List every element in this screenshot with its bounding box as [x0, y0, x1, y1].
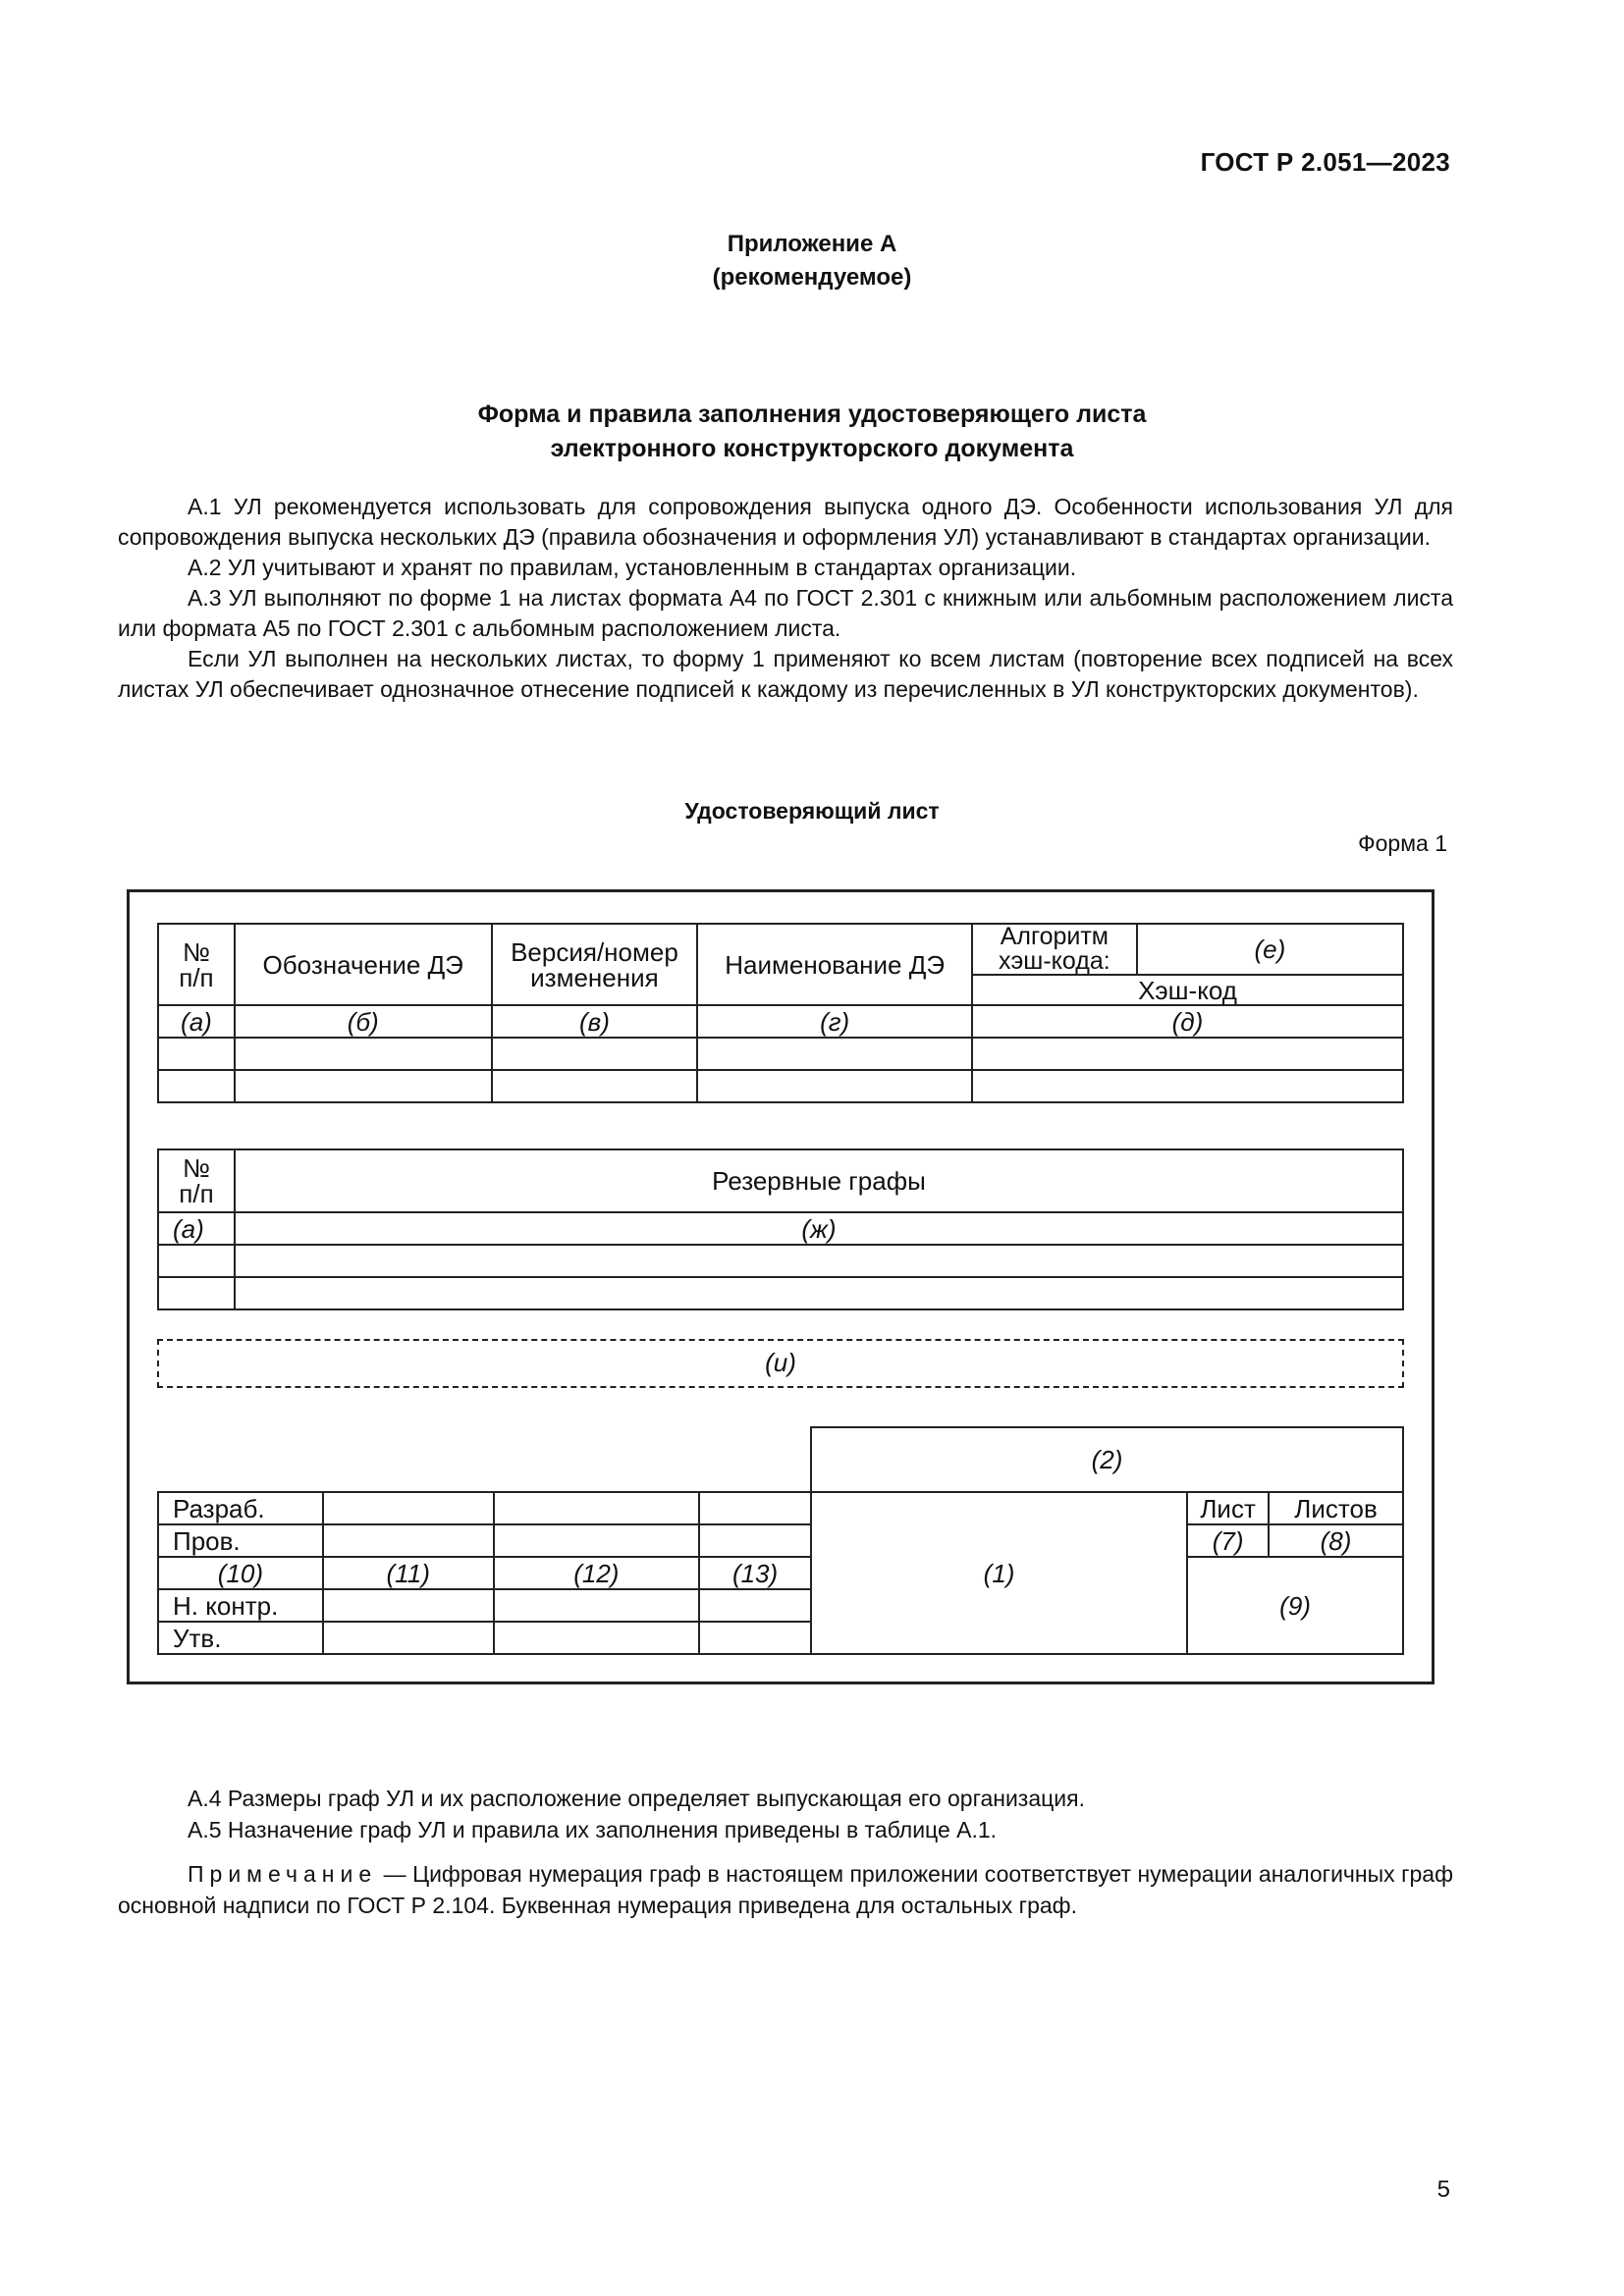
code-v: (в): [492, 1005, 698, 1038]
header-designation: Обозначение ДЭ: [235, 924, 492, 1005]
row-label-developer: Разраб.: [158, 1492, 323, 1524]
sheet-label: Лист: [1187, 1492, 1269, 1524]
field-10: (10): [158, 1557, 323, 1589]
table-row: [158, 1070, 1403, 1102]
code-g: (г): [697, 1005, 972, 1038]
reserve-header-title: Резервные графы: [235, 1149, 1403, 1212]
code-d: (д): [972, 1005, 1403, 1038]
field-13: (13): [699, 1557, 811, 1589]
form-label: Форма 1: [1358, 830, 1447, 856]
field-9: (9): [1187, 1557, 1403, 1654]
paragraph-a1: А.1 УЛ рекомендуется использовать для сопровождения выпуска одного ДЭ. Особенности использования УЛ для сопровождения выпуска нескольких ДЭ (правила обозначения и оформления УЛ) устанавливают в стандартах организации.: [118, 494, 1453, 550]
table-row: [158, 1277, 1403, 1309]
header-name: Наименование ДЭ: [697, 924, 972, 1005]
algorithm-value: (е): [1137, 924, 1403, 975]
title-block: [157, 1426, 1404, 1655]
intro-paragraphs: [118, 492, 1453, 705]
paragraph-a3-continued: Если УЛ выполнен на нескольких листах, то форму 1 применяют ко всем листам (повторение всех подписей на всех листах УЛ обеспечивает однозначное отнесение подписей к каждому из перечисленных в УЛ конструкторских документов).: [118, 646, 1453, 702]
table-row: [158, 1245, 1403, 1277]
page-number: 5: [1436, 2176, 1450, 2203]
note-text: — Цифровая нумерация граф в настоящем приложении соответствует нумерации аналогичных граф основной надписи по ГОСТ Р 2.104. Буквенная нумерация приведена для остальных граф.: [118, 1861, 1453, 1918]
code-a: (а): [158, 1005, 235, 1038]
row-label-checker: Пров.: [158, 1524, 323, 1557]
reserve-code-a: (а): [158, 1212, 235, 1245]
field-12: (12): [494, 1557, 700, 1589]
row-label-approved: Утв.: [158, 1622, 323, 1654]
paragraph-a4: А.4 Размеры граф УЛ и их расположение определяет выпускающая его организация.: [188, 1786, 1086, 1811]
header-hash: Хэш-код: [972, 975, 1403, 1005]
dashed-field: (и): [157, 1339, 1404, 1388]
documents-table: [157, 923, 1404, 1103]
section-title-line1: Форма и правила заполнения удостоверяющего листа: [477, 400, 1147, 428]
header-algorithm: Алгоритм хэш-кода:: [972, 924, 1137, 975]
reserve-header-num: № п/п: [158, 1149, 235, 1212]
code-b: (б): [235, 1005, 492, 1038]
reserve-code-zh: (ж): [235, 1212, 1403, 1245]
paragraph-a2: А.2 УЛ учитывают и хранят по правилам, установленным в стандартах организации.: [188, 555, 1077, 580]
appendix-heading: [0, 228, 1624, 294]
paragraph-a5: А.5 Назначение граф УЛ и правила их заполнения приведены в таблице А.1.: [188, 1817, 998, 1842]
header-num: № п/п: [158, 924, 235, 1005]
row-label-norm-control: Н. контр.: [158, 1589, 323, 1622]
header-version: Версия/номер изменения: [492, 924, 698, 1005]
field-2: (2): [811, 1427, 1403, 1492]
appendix-status: (рекомендуемое): [712, 264, 912, 291]
field-1: (1): [811, 1492, 1187, 1654]
table-row: [158, 1038, 1403, 1070]
sheets-label: Листов: [1269, 1492, 1403, 1524]
standard-designation: ГОСТ Р 2.051—2023: [1200, 147, 1450, 177]
paragraph-a3: А.3 УЛ выполняют по форме 1 на листах формата А4 по ГОСТ 2.301 с книжным или альбомным расположением листа или формата А5 по ГОСТ 2.301 с альбомным расположением листа.: [118, 585, 1453, 641]
field-7: (7): [1187, 1524, 1269, 1557]
section-title-line2: электронного конструкторского документа: [550, 435, 1074, 462]
note: [118, 1858, 1453, 1921]
reserve-table: [157, 1148, 1404, 1310]
form-caption: Удостоверяющий лист: [684, 798, 940, 824]
closing-paragraphs: [118, 1783, 1453, 1845]
note-label: Примечание: [188, 1861, 378, 1887]
field-8: (8): [1269, 1524, 1403, 1557]
field-11: (11): [323, 1557, 494, 1589]
appendix-title: Приложение А: [727, 231, 897, 257]
section-heading: [0, 398, 1624, 466]
